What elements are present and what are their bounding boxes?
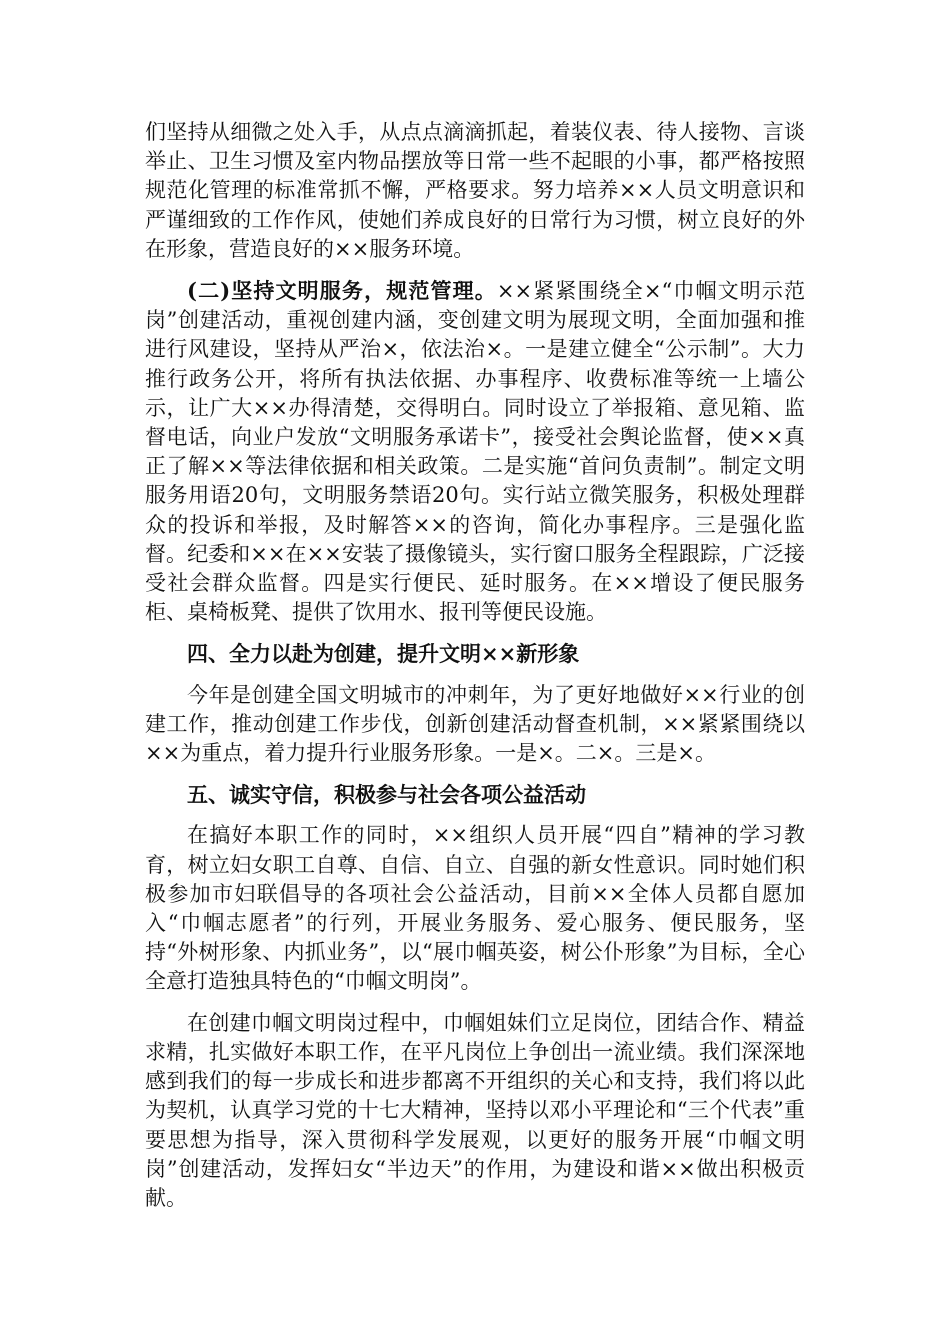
- paragraph-civilized-service: [145, 276, 805, 627]
- paragraph-lead-title: (二)坚持文明服务，规范管理。: [187, 278, 497, 304]
- document-body: [145, 118, 805, 1213]
- paragraph-conclusion: 在创建巾帼文明岗过程中，巾帼姐妹们立足岗位，团结合作、精益求精，扎实做好本职工作，在平凡岗位上争创出一流业绩。我们深深地感到我们的每一步成长和进步都离不开组织的关心和支持，我们将以此为契机，认真学习党的十七大精神，坚持以邓小平理论和“三个代表”重要思想为指导，深入贯彻科学发展观，以更好的服务开展“巾帼文明岗”创建活动，发挥妇女“半边天”的作用，为建设和谐××做出积极贡献。: [145, 1010, 805, 1210]
- paragraph-body-text: ××紧紧围绕全×“巾帼文明示范岗”创建活动，重视创建内涵，变创建文明为展现文明，全面加强和推进行风建设，坚持从严治×，依法治×。一是建立健全“公示制”。大力推行政务公开，将所有执法依据、办事程序、收费标准等统一上墙公示，让广大××办得清楚，交得明白。同时设立了举报箱、意见箱、监督电话，向业户发放“文明服务承诺卡”，接受社会舆论监督，使××真正了解××等法律依据和相关政策。二是实施“首问负责制”。制定文明服务用语20句，文明服务禁语20句。实行站立微笑服务，积极处理群众的投诉和举报，及时解答××的咨询，简化办事程序。三是强化监督。纪委和××在××安装了摄像镜头，实行窗口服务全程跟踪，广泛接受社会群众监督。四是实行便民、延时服务。在××增设了便民服务柜、桌椅板凳、提供了饮用水、报刊等便民设施。: [145, 279, 805, 625]
- paragraph-section-four: 今年是创建全国文明城市的冲刺年，为了更好地做好××行业的创建工作，推动创建工作步伐，创新创建活动督查机制，××紧紧围绕以××为重点，着力提升行业服务形象。一是×。二×。三是×。: [145, 682, 805, 766]
- section-heading-five: 五、诚实守信，积极参与社会各项公益活动: [187, 782, 586, 808]
- paragraph-section-five: 在搞好本职工作的同时，××组织人员开展“四自”精神的学习教育，树立妇女职工自尊、自信、自立、自强的新女性意识。同时她们积极参加市妇联倡导的各项社会公益活动，目前××全体人员都自愿加入“巾帼志愿者”的行列，开展业务服务、爱心服务、便民服务，坚持“外树形象、内抓业务”，以“展巾帼英姿，树公仆形象”为目标，全心全意打造独具特色的“巾帼文明岗”。: [145, 823, 805, 994]
- paragraph-continuation: 们坚持从细微之处入手，从点点滴滴抓起，着装仪表、待人接物、言谈举止、卫生习惯及室内物品摆放等日常一些不起眼的小事，都严格按照规范化管理的标准常抓不懈，严格要求。努力培养××人员文明意识和严谨细致的工作作风，使她们养成良好的日常行为习惯，树立良好的外在形象，营造良好的××服务环境。: [145, 120, 805, 261]
- section-heading-four: 四、全力以赴为创建，提升文明××新形象: [187, 641, 580, 667]
